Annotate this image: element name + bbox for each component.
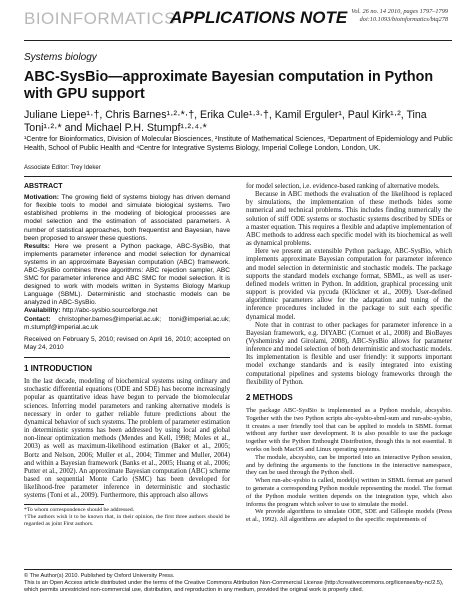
bottom-rule <box>24 569 452 570</box>
contact-emails[interactable]: christopher.barnes@imperial.ac.uk; ttoni@imperial.ac.uk; m.stumpf@imperial.ac.uk <box>24 315 230 331</box>
contact-label: Contact: <box>24 315 51 323</box>
methods-heading: 2 METHODS <box>246 392 293 402</box>
section-label: Systems biology <box>24 52 97 63</box>
license-text: This is an Open Access article distributed under the terms of the Creative Commons Attribution Non-Commercial License (http://creativecommons.org/licenses/by-nc/2.5), which permits unrestricted non-commercial use, distribution, and reproduction in any medium, provided the original work is properly cited. <box>24 580 444 593</box>
methods-paragraph-2: The module, abcsysbio, can be imported into an interactive Python session, and by defining the arguments to the functions in the interactive namespace, they can be used through the Python shell. <box>246 453 452 477</box>
journal-doi: doi:10.1093/bioinformatics/btq278 <box>359 16 448 23</box>
copyright-line: © The Author(s) 2010. Published by Oxford University Press. <box>24 573 175 579</box>
motivation-label: Motivation: <box>24 194 59 202</box>
footnote-rule <box>24 504 104 505</box>
availability-label: Availability: <box>24 307 61 315</box>
footnote-equal-contribution: †The authors wish it to be known that, in their opinion, the first three authors should be regarded as joint First authors. <box>24 514 230 528</box>
intro-heading: 1 INTRODUCTION <box>24 363 92 373</box>
intro-paragraph: In the last decade, modeling of biochemical systems using ordinary and stochastic differential equations (ODE and SDE) has become increasingly popular as quantitative ideas have begun to pervade the biomolecular sciences. Inferring model parameters and ranking alternative models is necessary in order to gather reliable future predictions about the dynamical behavior of such systems. The problem of parameter estimation in deterministic systems has been addressed by using local and global non-linear optimization methods (Mendes and Kell, 1998; Moles et al., 2003) as well as maximum-likelihood estimation (Baker et al., 2005; Bortz and Nelson, 2006; Muller et al., 2004; Timmer and Muller, 2004) and within a Bayesian framework (Banks et al., 2005; Huang et al., 2006; Putter et al., 2002). An approximate Bayesian computation (ABC) scheme based on sequential Monte Carlo (SMC) has been developed for likelihood-free parameter inference in deterministic and stochastic systems (Toni et al., 2009). Furthermore, this approach also allows <box>24 378 230 500</box>
abstract-heading: ABSTRACT <box>24 183 63 190</box>
associate-editor: Associate Editor: Trey Ideker <box>24 165 101 171</box>
right-paragraph-4: Note that in contrast to other packages for parameter inference in a Bayesian framework, e.g. DIYABC (Cornuet et al., 2008) and BioBayes (Vyshemirsky and Girolami, 2008), ABC-SysBio allows for parameter inference and model selection of both deterministic and stochastic models. Its implementation is flexible and user friendly: it supports important model exchange standards and is easily integrated into existing computational pipelines and systems biology frameworks through the flexibility of Python. <box>246 321 452 386</box>
right-paragraph-2: Because in ABC methods the evaluation of the likelihood is replaced by simulations, the implementation of these methods hides some numerical and technical problems. This includes finding numerically the solution of stiff ODE systems or stochastic systems described by SDEs or a master equation. This requires a flexible and adaptive implementation of ABC methods to address each specific model with its biochemical as well as dynamical problems. <box>246 191 452 248</box>
results-label: Results: <box>24 242 50 250</box>
right-column <box>246 183 452 524</box>
results-text: Here we present a Python package, ABC-SysBio, that implements parameter inference and model selection for dynamical systems in an approximate Bayesian computation (ABC) framework. ABC-SysBio combines three algorithms: ABC rejection sampler, ABC SMC for parameter inference and ABC SMC for model selection. It is designed to work with models written in Systems Biology Markup Language (SBML). Deterministic and stochastic models can be analyzed in ABC-SysBio. <box>24 242 230 307</box>
journal-header <box>0 0 474 40</box>
paper-title: ABC-SysBio—approximate Bayesian computation in Python with GPU support <box>24 69 434 102</box>
right-paragraph-1: for model selection, i.e. evidence-based ranking of alternative models. <box>246 183 440 190</box>
methods-paragraph-4: We provide algorithms to simulate ODE, SDE and Gillespie models (Press et al., 1992). All algorithms are adapted to the specific requirements of <box>246 508 452 524</box>
article-type: APPLICATIONS NOTE <box>170 8 348 27</box>
footnote-corresponding: *To whom correspondence should be addressed. <box>24 507 135 514</box>
journal-info <box>351 8 448 24</box>
license-note <box>24 573 452 594</box>
methods-paragraph-3: When run-abc-sysbio is called, model(s) written in SBML format are parsed to generate a corresponding Python module representing the model. The format of the Python module written depends on the integration type, which also informs the program which solver to use to simulate the model. <box>246 477 452 508</box>
right-paragraph-3: Here we present an extensible Python package, ABC-SysBio, which implements approximate Bayesian computation for parameter inference and model selection in deterministic and stochastic models. The package supports the standard models exchange format, SBML, as well as user-defined models written in Python. In addition, graphical processing unit support is provided via pycuda (Klöckner et al., 2009). User-defined algorithmic parameters allow for the adaptation and tuning of the inference procedures included in the package to suit each specific dynamical model. <box>246 248 452 321</box>
methods-paragraph-1: The package ABC-SysBio is implemented as a Python module, abcsysbio. Together with the two Python scripts abc-sysbio-sbml-sum and run-abc-sysbio, it creates a user friendly tool that can be applied to models in SBML format without any further user development. It is also possible to use the package together with the Python Enthought Distribution, though this is not essential. It works on both MacOS and Linux operating systems. <box>246 407 452 454</box>
availability-link[interactable]: http://abc-sysbio.sourceforge.net <box>62 307 158 315</box>
affiliations: ¹Centre for Bioinformatics, Division of Molecular Biosciences, ²Institute of Mathematical Sciences, ³Department of Epidemiology and Public Health, School of Public Health and ⁴Centre for Integrative Systems Biology, Imperial College London, London, UK. <box>24 136 453 152</box>
journal-brand: BIOINFORMATICS <box>24 9 177 28</box>
left-column <box>24 183 230 528</box>
author-list: Juliane Liepe¹·†, Chris Barnes¹·²·*·†, Erika Cule¹·³·†, Kamil Erguler¹, Paul Kirk¹·², Tina Toni¹·²·* and Michael P.H. Stumpf¹·²·⁴·* <box>24 109 427 134</box>
header-rule <box>24 40 452 41</box>
motivation-text: The growing field of systems biology has driven demand for flexible tools to model and simulate biological systems. Two established problems in the modeling of biological processes are model selection and the estimation of associated parameters. A number of statistical approaches, both frequentist and Bayesian, have been proposed to answer these questions. <box>24 194 230 242</box>
received-dates: Received on February 5, 2010; revised on April 16, 2010; accepted on May 24, 2010 <box>24 335 230 351</box>
abstract-rule <box>24 357 230 358</box>
abstract <box>24 194 230 352</box>
journal-volume-pages: Vol. 26 no. 14 2010, pages 1797–1799 <box>351 8 448 15</box>
title-block-rule <box>24 176 452 177</box>
